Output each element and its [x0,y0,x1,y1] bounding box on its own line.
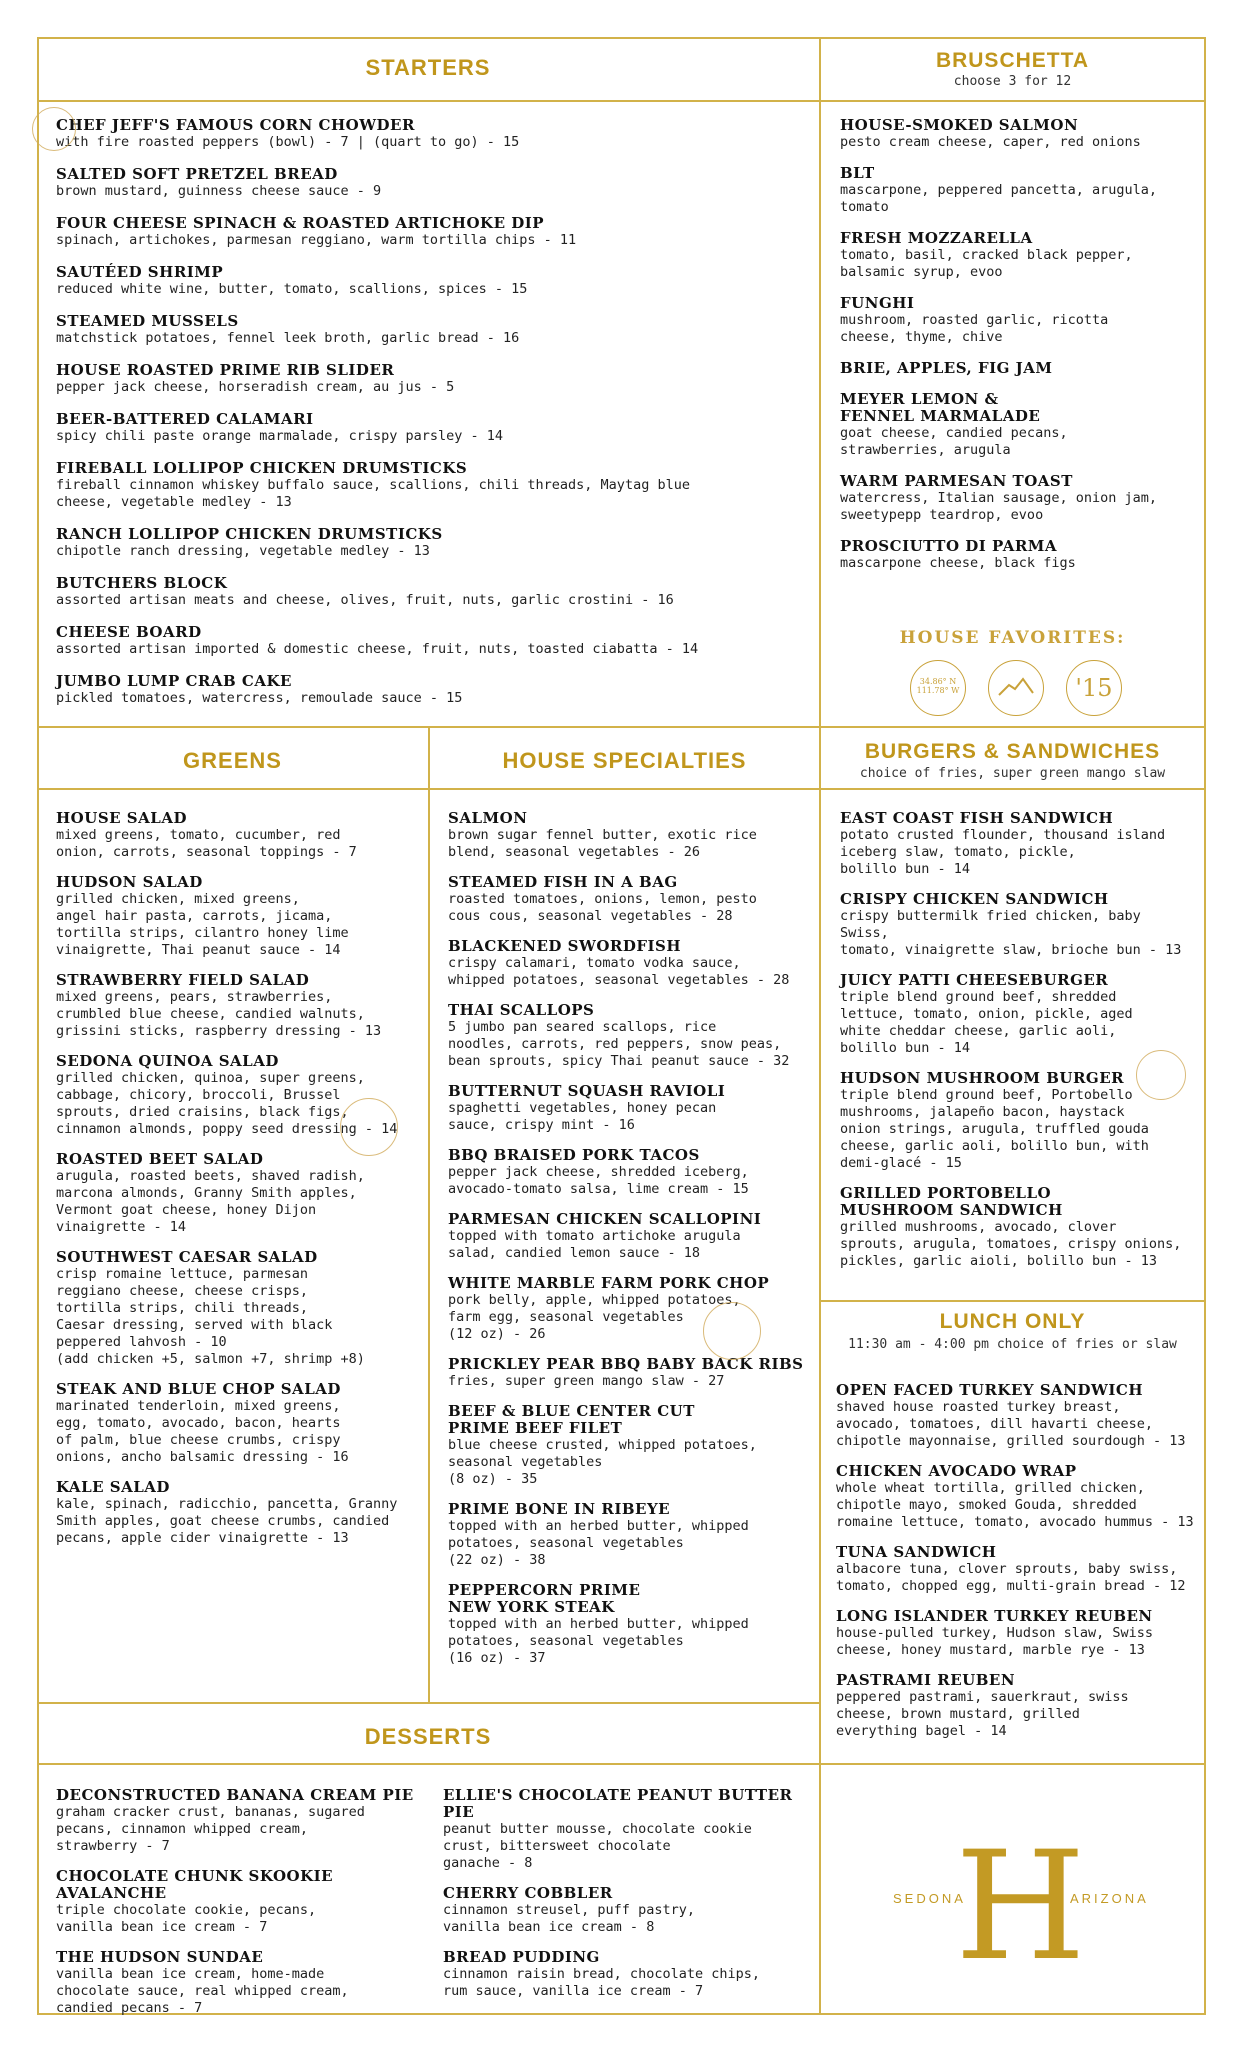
bruschetta-title: BRUSCHETTA [935,49,1090,72]
menu-item-name: CHOCOLATE CHUNK SKOOKIE AVALANCHE [56,1867,334,1902]
divider-greens-header [37,788,819,790]
menu-item [836,1382,1196,1450]
menu-item-name: SEDONA QUINOA SALAD [56,1052,279,1070]
menu-item-description: grilled chicken, mixed greens, angel hair pasta, carrots, jicama, tortilla strips, cilantro honey lime vinaigrette, Thai peanut sauce - 14 [56,891,349,958]
menu-item-description: spinach, artichokes, parmesan reggiano, warm tortilla chips - 11 [56,232,577,248]
menu-item-description: peppered pastrami, sauerkraut, swiss cheese, brown mustard, grilled everything bagel - 14 [836,1689,1129,1739]
menu-item-name: CHICKEN AVOCADO WRAP [836,1462,1077,1480]
menu-item [56,1249,421,1368]
menu-item-name: PROSCIUTTO DI PARMA [840,537,1058,555]
desserts-left-list [56,1787,426,2030]
menu-item-name: JUMBO LUMP CRAB CAKE [56,672,292,690]
menu-item [840,230,1195,281]
menu-item-description: pickled tomatoes, watercress, remoulade sauce - 15 [56,690,463,706]
menu-item-description: pesto cream cheese, caper, red onions [840,134,1141,150]
menu-item-description: fireball cinnamon whiskey buffalo sauce, scallions, chili threads, Maytag blue cheese, vegetable medley - 13 [56,477,690,510]
menu-item-name: ELLIE'S CHOCOLATE PEANUT BUTTER PIE [443,1786,793,1821]
menu-item-name: PARMESAN CHICKEN SCALLOPINI [448,1210,762,1228]
menu-item-name: PRICKLEY PEAR BBQ BABY BACK RIBS [448,1355,804,1373]
lunch-list [836,1382,1196,1753]
greens-title: GREENS [183,748,282,773]
menu-item-name: THAI SCALLOPS [448,1001,595,1019]
menu-item [56,460,806,511]
menu-item [840,360,1195,377]
menu-item-name: GRILLED PORTOBELLO MUSHROOM SANDWICH [840,1184,1063,1219]
bruschetta-list [840,117,1195,586]
house-favorites-title: HOUSE FAVORITES: [899,628,1126,648]
logo-right-word: ARIZONA [1070,1891,1149,1906]
menu-item-name: PASTRAMI REUBEN [836,1671,1016,1689]
menu-item-description: shaved house roasted turkey breast, avocado, tomatoes, dill havarti cheese, chipotle mayonnaise, grilled sourdough - 13 [836,1399,1186,1449]
menu-item-description: marinated tenderloin, mixed greens, egg, tomato, avocado, bacon, hearts of palm, blue cheese crumbs, crispy onions, ancho balsamic dressing - 16 [56,1398,349,1465]
menu-item-description: triple blend ground beef, Portobello mushrooms, jalapeño bacon, haystack onion strings, arugula, truffled gouda cheese, garlic aoli, bolillo bun, with demi-glacé - 15 [840,1087,1149,1171]
menu-item-description: brown mustard, guinness cheese sauce - 9 [56,183,382,199]
menu-item-description: fries, super green mango slaw - 27 [448,1373,725,1389]
menu-item-name: STRAWBERRY FIELD SALAD [56,971,310,989]
menu-item [836,1544,1196,1595]
desserts-right-list [443,1787,813,2013]
menu-item [840,538,1195,572]
menu-item-description: topped with an herbed butter, whipped potatoes, seasonal vegetables (16 oz) - 37 [448,1616,749,1666]
menu-item-description: brown sugar fennel butter, exotic rice blend, seasonal vegetables - 26 [448,827,757,860]
menu-item [836,1672,1196,1740]
divider-lunch-bottom [819,1763,1206,1765]
divider-greens-specialties [428,726,430,1702]
menu-item-name: RANCH LOLLIPOP CHICKEN DRUMSTICKS [56,525,443,543]
coordinates-stamp [32,107,76,151]
menu-item-description: mushroom, roasted garlic, ricotta cheese, thyme, chive [840,312,1109,345]
burgers-subtitle: choice of fries, super green mango slaw [859,766,1166,781]
menu-item-name: THE HUDSON SUNDAE [56,1948,264,1966]
menu-item-description: cinnamon streusel, puff pastry, vanilla bean ice cream - 8 [443,1902,695,1935]
menu-item [448,1501,808,1569]
menu-item [448,1582,808,1667]
menu-item [836,1463,1196,1531]
year-stamp [1136,1050,1186,1100]
menu-item [836,1608,1196,1659]
menu-item [56,624,806,658]
menu-item-name: BUTTERNUT SQUASH RAVIOLI [448,1082,726,1100]
menu-item-name: HUDSON MUSHROOM BURGER [840,1069,1125,1087]
menu-item-name: FRESH MOZZARELLA [840,229,1033,247]
menu-item-name: HOUSE SALAD [56,809,187,827]
specialties-list [448,810,808,1680]
menu-item-description: albacore tuna, clover sprouts, baby swiss, tomato, chopped egg, multi-grain bread - 12 [836,1561,1186,1594]
menu-item-name: FOUR CHEESE SPINACH & ROASTED ARTICHOKE DIP [56,214,545,232]
menu-item-description: cinnamon raisin bread, chocolate chips, rum sauce, vanilla ice cream - 7 [443,1966,760,1999]
menu-item [56,526,806,560]
menu-item [56,1787,426,1855]
menu-item [56,972,421,1040]
logo-left-word: SEDONA [893,1891,966,1906]
menu-item-description: 5 jumbo pan seared scallops, rice noodles, carrots, red peppers, snow peas, bean sprouts, spicy Thai peanut sauce - 32 [448,1019,790,1069]
menu-item-description: topped with an herbed butter, whipped potatoes, seasonal vegetables (22 oz) - 38 [448,1518,749,1568]
menu-item-description: roasted tomatoes, onions, lemon, pesto cous cous, seasonal vegetables - 28 [448,891,757,924]
menu-item [56,215,806,249]
starters-title: STARTERS [365,55,491,80]
menu-item-name: STEAMED MUSSELS [56,312,239,330]
menu-item-description: grilled chicken, quinoa, super greens, cabbage, chicory, broccoli, Brussel sprouts, dried craisins, black figs, cinnamon almonds, poppy seed dressing - 14 [56,1070,398,1137]
specialties-title: HOUSE SPECIALTIES [502,748,747,773]
year-badge: '15 [1066,660,1122,716]
menu-item-name: SALTED SOFT PRETZEL BREAD [56,165,338,183]
menu-item-description: pepper jack cheese, shredded iceberg, avocado-tomato salsa, lime cream - 15 [448,1164,749,1197]
menu-item [840,165,1195,216]
menu-item-name: CHERRY COBBLER [443,1884,613,1902]
mountain-icon [989,661,1043,715]
menu-item-name: BUTCHERS BLOCK [56,574,228,592]
menu-item-name: BLT [840,164,875,182]
menu-item [56,1151,421,1236]
menu-item [56,166,806,200]
menu-item-description: whole wheat tortilla, grilled chicken, chipotle mayo, smoked Gouda, shredded romaine lettuce, tomato, avocado hummus - 13 [836,1480,1194,1530]
menu-item-name: MEYER LEMON & FENNEL MARMALADE [840,390,1041,425]
menu-item-name: FIREBALL LOLLIPOP CHICKEN DRUMSTICKS [56,459,468,477]
menu-item-name: CRISPY CHICKEN SANDWICH [840,890,1109,908]
menu-item-name: HUDSON SALAD [56,873,203,891]
menu-item [443,1949,813,2000]
menu-item-description: mascarpone, peppered pancetta, arugula, tomato [840,182,1157,215]
menu-item [840,117,1195,151]
divider-starters-header [37,100,1206,102]
menu-item-description: pepper jack cheese, horseradish cream, au jus - 5 [56,379,455,395]
menu-item [56,874,421,959]
menu-item [56,673,806,707]
menu-item-name: PRIME BONE IN RIBEYE [448,1500,671,1518]
menu-item-description: tomato, basil, cracked black pepper, balsamic syrup, evoo [840,247,1133,280]
menu-item [56,362,806,396]
menu-item-description: with fire roasted peppers (bowl) - 7 | (quart to go) - 15 [56,134,520,150]
starters-list [56,117,806,722]
menu-item [840,295,1195,346]
menu-item-description: reduced white wine, butter, tomato, scallions, spices - 15 [56,281,528,297]
divider-burgers-bottom [819,1300,1206,1302]
desserts-title: DESSERTS [364,1724,492,1749]
lizard-stamp [340,1098,398,1156]
menu-item-description: matchstick potatoes, fennel leek broth, garlic bread - 16 [56,330,520,346]
menu-item [56,1868,426,1936]
divider-specialties-bottom [37,1702,819,1704]
menu-item [448,1083,808,1134]
menu-item [56,411,806,445]
menu-item-description: kale, spinach, radicchio, pancetta, Granny Smith apples, goat cheese crumbs, candied pecans, apple cider vinaigrette - 13 [56,1496,398,1546]
menu-item [56,1479,421,1547]
menu-item-description: crispy calamari, tomato vodka sauce, whipped potatoes, seasonal vegetables - 28 [448,955,790,988]
menu-item [56,810,421,861]
menu-item [840,1185,1195,1270]
menu-item [448,1002,808,1070]
menu-item-description: chipotle ranch dressing, vegetable medley - 13 [56,543,430,559]
menu-item [840,391,1195,459]
menu-item [448,1211,808,1262]
menu-item-name: EAST COAST FISH SANDWICH [840,809,1114,827]
menu-item-name: BRIE, APPLES, FIG JAM [840,359,1053,377]
menu-item [56,1381,421,1466]
menu-item [840,473,1195,524]
menu-item-description: triple chocolate cookie, pecans, vanilla bean ice cream - 7 [56,1902,317,1935]
menu-item [56,1949,426,2017]
menu-item-name: DECONSTRUCTED BANANA CREAM PIE [56,1786,414,1804]
menu-item-description: blue cheese crusted, whipped potatoes, seasonal vegetables (8 oz) - 35 [448,1437,757,1487]
menu-item-name: WHITE MARBLE FARM PORK CHOP [448,1274,770,1292]
menu-item-name: FUNGHI [840,294,915,312]
menu-item-name: HOUSE ROASTED PRIME RIB SLIDER [56,361,395,379]
menu-item-description: crisp romaine lettuce, parmesan reggiano cheese, cheese crisps, tortilla strips, chili threads, Caesar dressing, served with black peppered lahvosh - 10 (add chicken +5, salmon +7, shrimp +8) [56,1266,365,1367]
divider-burgers-header [819,788,1206,790]
menu-item-description: pork belly, apple, whipped potatoes, farm egg, seasonal vegetables (12 oz) - 26 [448,1292,741,1342]
menu-item-name: BEER-BATTERED CALAMARI [56,410,314,428]
menu-item-name: PEPPERCORN PRIME NEW YORK STEAK [448,1581,641,1616]
menu-item-description: mixed greens, tomato, cucumber, red onion, carrots, seasonal toppings - 7 [56,827,357,860]
hudson-logo-letter: H [955,1820,1086,1994]
menu-item-name: LONG ISLANDER TURKEY REUBEN [836,1607,1153,1625]
menu-item-name: WARM PARMESAN TOAST [840,472,1073,490]
menu-item [56,313,806,347]
menu-item [56,117,806,151]
menu-item-description: mixed greens, pears, strawberries, crumbled blue cheese, candied walnuts, grissini sticks, raspberry dressing - 13 [56,989,382,1039]
menu-item-name: BEEF & BLUE CENTER CUT PRIME BEEF FILET [448,1402,695,1437]
menu-item-name: HOUSE-SMOKED SALMON [840,116,1079,134]
lunch-title: LUNCH ONLY [939,1310,1086,1333]
greens-list [56,810,421,1560]
burgers-title: BURGERS & SANDWICHES [864,740,1161,763]
menu-item [448,1403,808,1488]
menu-item-description: vanilla bean ice cream, home-made chocolate sauce, real whipped cream, candied pecans - 7 [56,1966,349,2016]
divider-right-column [819,37,821,2015]
menu-item-name: CHEESE BOARD [56,623,202,641]
divider-desserts-header [37,1763,819,1765]
menu-item [56,575,806,609]
menu-item-description: spicy chili paste orange marmalade, crispy parsley - 14 [56,428,504,444]
menu-item-description: watercress, Italian sausage, onion jam, sweetypepp teardrop, evoo [840,490,1157,523]
menu-item [448,874,808,925]
menu-item-description: spaghetti vegetables, honey pecan sauce, crispy mint - 16 [448,1100,717,1133]
menu-item-name: KALE SALAD [56,1478,170,1496]
menu-item-description: grilled mushrooms, avocado, clover sprouts, arugula, tomatoes, crispy onions, pickles, garlic aioli, bolillo bun - 13 [840,1219,1182,1269]
menu-item [443,1787,813,1872]
menu-item [443,1885,813,1936]
menu-item-description: mascarpone cheese, black figs [840,555,1076,571]
menu-item-name: ROASTED BEET SALAD [56,1150,264,1168]
menu-item-description: potato crusted flounder, thousand island iceberg slaw, tomato, pickle, bolillo bun - 14 [840,827,1166,877]
menu-item-name: BBQ BRAISED PORK TACOS [448,1146,700,1164]
menu-item-name: CHEF JEFF'S FAMOUS CORN CHOWDER [56,116,415,134]
menu-item-name: STEAK AND BLUE CHOP SALAD [56,1380,341,1398]
menu-item-name: BREAD PUDDING [443,1948,600,1966]
menu-item-name: JUICY PATTI CHEESEBURGER [840,971,1109,989]
menu-item [840,810,1195,878]
menu-item-name: TUNA SANDWICH [836,1543,997,1561]
menu-item-description: house-pulled turkey, Hudson slaw, Swiss cheese, honey mustard, marble rye - 13 [836,1625,1153,1658]
menu-item [840,891,1195,959]
coordinates-stamp-2 [703,1302,761,1360]
menu-item-description: arugula, roasted beets, shaved radish, marcona almonds, Granny Smith apples, Vermont goat cheese, honey Dijon vinaigrette - 14 [56,1168,365,1235]
divider-bruschetta-bottom [819,726,1206,728]
menu-item-description: assorted artisan imported & domestic cheese, fruit, nuts, toasted ciabatta - 14 [56,641,699,657]
menu-item-description: crispy buttermilk fried chicken, baby Swiss, tomato, vinaigrette slaw, brioche bun - 13 [840,908,1182,958]
menu-item-name: OPEN FACED TURKEY SANDWICH [836,1381,1143,1399]
menu-item [56,264,806,298]
menu-item-description: graham cracker crust, bananas, sugared pecans, cinnamon whipped cream, strawberry - 7 [56,1804,365,1854]
menu-item-description: goat cheese, candied pecans, strawberries, arugula [840,425,1068,458]
menu-item-name: SAUTÉED SHRIMP [56,263,224,281]
lunch-subtitle: 11:30 am - 4:00 pm choice of fries or slaw [848,1337,1177,1352]
burgers-list [840,810,1195,1283]
menu-item-name: SALMON [448,809,528,827]
menu-item [448,1147,808,1198]
coordinates-badge: 34.86° N 111.78° W [910,660,966,716]
menu-item-description: peanut butter mousse, chocolate cookie crust, bittersweet chocolate ganache - 8 [443,1821,752,1871]
menu-item [448,1356,808,1390]
menu-item-name: SOUTHWEST CAESAR SALAD [56,1248,318,1266]
bruschetta-subtitle: choose 3 for 12 [953,74,1072,89]
menu-item-name: BLACKENED SWORDFISH [448,937,682,955]
menu-item [448,810,808,861]
menu-item [840,972,1195,1057]
mountain-badge [988,660,1044,716]
menu-item [448,938,808,989]
menu-item-name: STEAMED FISH IN A BAG [448,873,678,891]
menu-item-description: assorted artisan meats and cheese, olives, fruit, nuts, garlic crostini - 16 [56,592,674,608]
menu-item-description: triple blend ground beef, shredded lettuce, tomato, onion, pickle, aged white cheddar cheese, garlic aoli, bolillo bun - 14 [840,989,1133,1056]
menu-item-description: topped with tomato artichoke arugula salad, candied lemon sauce - 18 [448,1228,741,1261]
